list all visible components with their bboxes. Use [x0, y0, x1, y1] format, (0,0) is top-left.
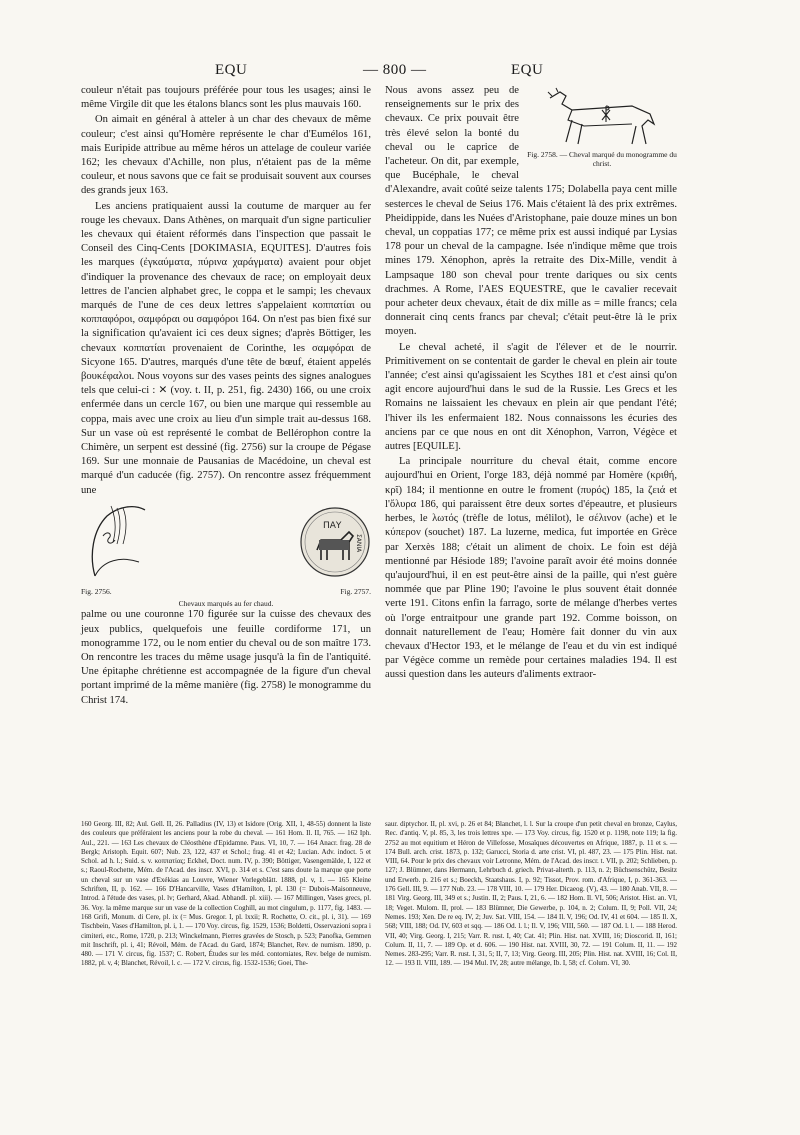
right-column: [385, 84, 677, 684]
footnotes-left: [81, 820, 371, 969]
page-number: — 800 —: [363, 62, 427, 78]
fig-2756-label: Fig. 2756.: [81, 587, 112, 597]
coin-horse-icon: [299, 506, 371, 578]
fig-2758-caption: Fig. 2758. — Cheval marqué du monogramme du christ.: [527, 150, 677, 168]
figure-caption: Chevaux marqués au fer chaud.: [178, 599, 274, 609]
horse-croup-serpent-icon: [81, 500, 161, 578]
paragraph: couleur n'était pas toujours préférée pour tous les usages; ainsi le même Virgile dit que les étalons blancs sont les plus mauvais 160.: [81, 85, 371, 111]
fig-2757-label: Fig. 2757.: [340, 587, 371, 597]
running-head-right: EQU: [511, 62, 544, 78]
paragraph: La principale nourriture du cheval était, comme encore aujourd'hui en Orient, l'orge 183, déjà nommé par Homère (κριθή, κρῖ) 184; il mentionne en outre le froment (πυρός) 185, la ζειά et l'ὄλυρα 186, qui paraissent être deux sortes d'épeautre, et plusieurs herbes, le λωτός (trèfle de lotus, mélilot), le σέλινον (ache) et le κύπερον (souchet) 187. La luzerne, medica, fut importée en Grèce par Xerxès 188; c'était un aliment de choix. Le foin est déjà mentionné par Hésiode 189; l'avoine paraît avoir été moins donnée qu'aujourd'hui, il en est peut-être ainsi de la paille, qui n'est guère nommée que par Pline 190; l'avoine le plus souvent était donnée verte 191. Citons enfin la farrago, sorte de mélange d'herbes vertes où l'orge entraitpour une grande part 192. Comme boisson, on donnait naturellement de l'eau; Homère fait donner du vin aux chevaux d'Hector 193, et le mélange de l'eau et du vin est indiqué par Végèce comme un remède pour certaines maladies 194. Il est aussi question dans les auteurs d'aliments extraor-: [385, 456, 677, 681]
left-column: [81, 84, 371, 709]
footnotes-right: [385, 820, 677, 969]
horse-monogram-icon: [532, 84, 672, 150]
paragraph: Le cheval acheté, il s'agit de l'élever et de le nourrir. Primitivement on se contentait de garder le cheval en plein air toute l'année; c'est ainsi qu'agissaient les Scythes 181 et c'est ainsi qu'on agit encore aujourd'hui dans le sud de la Russie. Les Grecs et les Romains ne laissaient les chevaux en plein air que pendant l'été; l'hiver ils les enfermaient 182. Nous connaissons les écuries des anciens par ce que nous en ont dit Xénophon, Varron, Végèce et autres [EQUILE].: [385, 341, 677, 453]
footnote-block: 160 Georg. III, 82; Aul. Gell. II, 26. Palladius (IV, 13) et Isidore (Orig. XII, 1, 48-55) donnent la liste des couleurs que préféraient les anciens pour la robe du cheval. — 161 Hom. Il. II, 765. — 162 Iph. Aul., 221. — 163 Les chevaux de Cléosthène d'Epidamne. Paus. VI, 10, 7. — 164 Anacr. frag. 28 de Bergk; Aristoph. Equit. 607; Nub. 23, 122, 437 et Schol.; frag. 41 et 42; Lucian. Adv. indoct. 5 et Schol. ad h. l.; Suid. s. v. κοππατίας; Eckhel, Doct. num. IV, p. 390; Böttiger, Vasengemälde, I, 122 et s.; Raoul-Rochette, Mém. de l'Acad. des inscr. XVI, p. 314 et s. C'est sans doute la marque que porte un cheval sur un vase d'Exékias au Louvre, Wiener Vorlegeblätt. 1888, pl. v, 1. — 165 Kleine Schriften, II, p. 162. — 166 D'Hancarville, Vases d'Hamilton, I, pl. 130 (= Dubois-Maisonneuve, Introd. à l'étude des vases, pl. lv; Gerhard, Akad. Abhandl. pl. xiii). — 167 Millingen, Vases grecs, pl. 36. Voy. la même marque sur un vase de la collection Coghill, au mot cingulum, p. 1177, fig. 1483. — 168 Grifi, Monum. di Cere, pl. ix (= Mus. Gregor. I, pl. lxxii; R. Rochette, O. cit., pl. i, 31). — 169 Tischbein, Vases d'Hamilton, pl. i, 1. — 170 Voy. circus, fig. 1529, 1536; Boldetti, Osservazioni sopra i cimiteri, etc., Rome, 1720, p. 213; Winckelmann, Pierres gravées de Stosch, p. 523; Panofka, Gemmen mit Inschrift, pl. i, 41; Révoil, Mém. de l'Acad. du Gard, 1874; Blanchet, Rev. de numism. 1890, p. 480. — 171 V. circus, fig. 1537; C. Robert, Études sur les méd. contorniates, Rev. belge de numism. 1882, pl. v, 4; Blanchet, Révoil, l. c. — 172 V. circus, fig. 1532-1536; Goei, The-: [81, 820, 371, 968]
paragraph: Les anciens pratiquaient aussi la coutume de marquer au fer rouge les chevaux. Dans Athènes, on marquait d'un signe particulier les chevaux qui étaient réformés dans l'inspection que passait le Conseil des Cinq-Cents [DOKIMASIA, EQUITES]. D'autres fois les marques (ἐγκαύματα, πύρινα χαράγματα) avaient pour objet d'indiquer la provenance des chevaux de race; on employait deux lettres de l'ancien alphabet grec, le coppa et le sampi; les chevaux marqués de l'une de ces deux lettres s'appelaient κοππατίαι ou κοππαφόροι, σαμφόραι ou σαμφόροι 164. On n'est pas bien fixé sur la signification qu'avaient ici ces deux signes; d'après Böttiger, les chevaux κοππατίαι provenaient de Corinthe, les σαμφόραι de Sicyone 165. D'autres, marqués d'une tête de bœuf, étaient appelés βουκέφαλοι. Nous voyons sur des vases peints des signes analogues tels que celui-ci : ✕ (voy. t. II, p. 251, fig. 2430) 166, ou une croix enfermée dans un cercle 167, ou bien une marque qui ressemble au coppa, mais avec une croix au lieu d'un simple trait au-dessus 168. Sur un vase où est représenté le combat de Bellérophon contre la Chimère, un serpent est dessiné (fig. 2756) sur la croupe de Pégase 169. Sur une monnaie de Pausanias de Macédoine, un cheval est marqué d'un caducée (fig. 2757). On rencontre assez fréquemment une: [81, 200, 371, 496]
running-head-left: EQU: [215, 62, 248, 78]
figures-2756-2757: [81, 500, 371, 608]
paragraph: palme ou une couronne 170 figurée sur la cuisse des chevaux des jeux publics, quelquefois une feuille cordiforme 171, un monogramme 172, ou le nom entier du cheval ou de son maître 173. On rencontre les traces du même usage jusqu'à la fin de l'antiquité. Une épitaphe chrétienne est accompagnée de la figure d'un cheval portant imprimé de la même manière (fig. 2758) le monogramme du Christ 174.: [81, 609, 371, 706]
fig-2756-image: [81, 500, 161, 583]
coin-legend-top: ΠΑΥ: [323, 520, 342, 531]
fig-2758: [527, 84, 677, 168]
footnote-block: saur. diptychor. II, pl. xvi, p. 26 et 84; Blanchet, l. l. Sur la croupe d'un petit cheval en bronze, Caylus, Rec. d'antiq. V, pl. 85, 3, les trois lettres xpe. — 173 Voy. circus, fig. 1520 et p. 1198, note 119; la fig. 2752 au mot equitium et Héron de Villefosse, Mosaïques découvertes en Afrique, 1887, p. 11 et s. — 174 Bull. arch. crist. 1873, p. 132; Garucci, Storia d. arte crist. VI, pl. 487, 23. — 175 Plin. Hist. nat. VIII, 64. Pour le prix des chevaux voir Letronne, Mém. de l'Acad. des inscr. t. VII, p. 202; Schlieben, p. 127; J. Blümner, dans Hermann, Lehrbuch d. griech. Privat-alterth. p. 113, n. 2; Büchsenschütz, Besitz und Erwerb. p. 216 et s.; Boeckh, Staatshaus. I, p. 92; Tissot, Prov. rom. d'Afrique, I, p. 361-363. — 176 Gell. III, 9. — 177 Nub. 23. — 178 VIII, 10. — 179 Her. Dicaeog. (V), 43. — 180 Anab. VII, 8. — 181 Virg. Georg. III, 349 et s.; Justin. II, 2; Paus. I, 21, 6. — 182 Hom. Il. VI, 506; Aristot. Hist. an. VI, 18; Veget. Mulom. II, prol. — 183 Blümner, Die Gewerbe, p. 104, n. 2; Colum. II, 9; Poll. VII, 24; Nemes. 193; Xen. De re eq. IV, 2; Juv. Sat. VIII, 154. — 184 Il. V, 196; Od. IV, 41 et 604. — 185 Il. X, 568; VIII, 188; Od. IV, 603 et sqq. — 186 Od. l. l.; Il. V, 196; VIII, 560. — 187 Od. l. l. — 188 Herod. VII, 40; Virg. Georg. I, 215; Varr. R. rust. I, 40; Cat. 41; Plin. Hist. nat. XVIII, 16; Dioscorid. II, 161; Colum. II, 11, 7. — 189 Op. et d. 606. — 190 Hist. nat. XVIII, 30, 72. — 191 Colum. II, 11. — 192 Nemes. 283-295; Varr. R. rust. I, 31, 5; II, 7, 13; Virg. Georg. III, 205; Plin. Hist. nat. XVIII, 16; Col. II, 12. — 193 Il. VIII, 189. — 194 Mul. IV, 28; autre mélange, Ib. I, 58; cf. Colum. VI, 30.: [385, 820, 677, 968]
fig-2757-image: [299, 506, 371, 583]
coin-legend-side: ΣΑΝΙΑ: [355, 533, 362, 553]
paragraph: Nous avons assez peu de renseignements sur le prix des chevaux. Ce prix pouvait être très élevé selon la bonté du cheval ou le caprice de l'acheteur. On dit, par exemple, que Bucéphale, le cheval d'Alexandre, avait coûté seize talents 175; Dolabella paya cent mille sesterces le cheval de Seius 176. Mais c'étaient là des prix extrêmes. Pheidippide, dans les Nuées d'Aristophane, paie douze mines un bon cheval, un coppatias 177; ce même prix est aussi indiqué par Lysias 178 pour un cheval de la campagne. Isée n'indique même que trois mines 179. Xénophon, après la retraite des Dix-Mille, vendit à Lampsaque 180 son cheval pour trente dariques ou six cents drachmes. A Rome, l'AES EQUESTRE, que le cavalier recevait pour acheter deux chevaux, était de dix mille as = mille francs; cela donnerait cinq cents francs par cheval; c'était peut-être là le prix moyen.: [385, 85, 677, 338]
paragraph: On aimait en général à atteler à un char des chevaux de même couleur; c'est ainsi qu'Homère représente le char d'Eumélos 161, mais Euripide attribue au même héros un attelage de couleur variée 162; les chevaux d'Achille, non plus, n'étaient pas de la même couleur, et nous savons que ce fait se produisait souvent aux courses des grands jeux 163.: [81, 114, 371, 197]
